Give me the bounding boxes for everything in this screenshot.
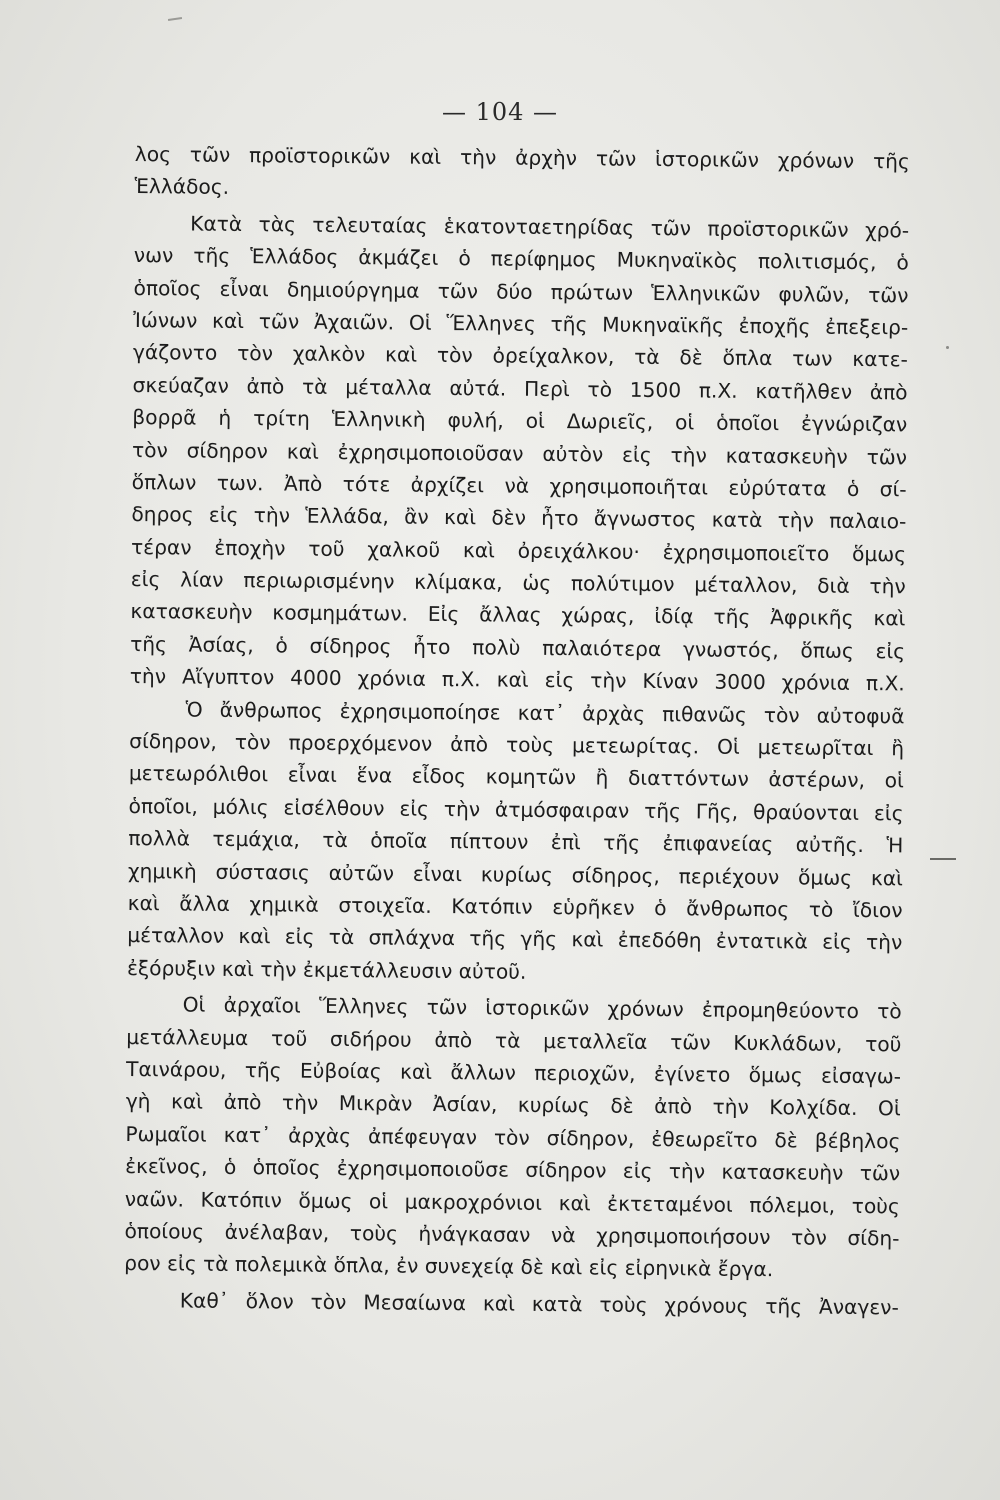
text-line: Ρωμαῖοι κατ᾽ ἀρχὰς ἀπέφευγαν τὸν σίδηρον, ἐθεωρεῖτο δὲ βέβηλος [125,1121,901,1154]
text-line: Οἱ ἀρχαῖοι Ἕλληνες τῶν ἱστορικῶν χρόνων ἐπρομηθεύοντο τὸ [182,992,902,1024]
text-line: Κατὰ τὰς τελευταίας ἑκατονταετηρίδας τῶν προϊστορικῶν χρό- [190,211,910,243]
text-line: ἐκεῖνος, ὁ ὁποῖος ἐχρησιμοποιοῦσε σίδηρον εἰς τὴν κατασκευὴν τῶν [125,1154,901,1186]
text-line: μετεωρόλιθοι εἶναι ἕνα εἶδος κομητῶν ἢ διαττόντων ἀστέρων, οἱ [128,761,904,793]
text-line: πολλὰ τεμάχια, τὰ ὁποῖα πίπτουν ἐπὶ τῆς ἐπιφανείας αὐτῆς. Ἡ [128,826,904,858]
text-line: τὴν Αἴγυπτον 4000 χρόνια π.Χ. καὶ εἰς τὴν Κίναν 3000 χρόνια π.Χ. [129,664,905,696]
text-line: Ὁ ἄνθρωπος ἐχρησιμοποίησε κατ᾽ ἀρχὰς πιθανῶς τὸν αὐτοφυᾶ [185,697,905,729]
text-line: τὸν σίδηρον καὶ ἐχρησιμοποιοῦσαν αὐτὸν εἰς τὴν κατασκευὴν τῶν [131,437,908,469]
text-line: ὁποῖοι, μόλις εἰσέλθουν εἰς τὴν ἀτμόσφαιραν τῆς Γῆς, θραύονται εἰς [128,793,904,826]
text-line: κατασκευὴν κοσμημάτων. Εἰς ἄλλας χώρας, ἰδίᾳ τῆς Ἀφρικῆς καὶ [130,599,906,631]
text-line: λος τῶν προϊστορικῶν καὶ τὴν ἀρχὴν τῶν ἱστορικῶν χρόνων τῆς [134,141,910,174]
text-line: Καθ᾽ ὅλον τὸν Μεσαίωνα καὶ κατὰ τοὺς χρόνους τῆς Ἀναγεν- [179,1288,899,1320]
text-line: σκεύαζαν ἀπὸ τὰ μέταλλα αὐτά. Περὶ τὸ 1500 π.Χ. κατῆλθεν ἀπὸ [132,372,908,405]
text-line: ἐξόρυξιν καὶ τὴν ἐκμετάλλευσιν αὐτοῦ. [126,955,527,984]
text-line: ρον εἰς τὰ πολεμικὰ ὅπλα, ἐν συνεχείᾳ δὲ καὶ εἰς εἰρηνικὰ ἔργα. [124,1251,774,1282]
text-line: βορρᾶ ἡ τρίτη Ἑλληνικὴ φυλή, οἱ Δωριεῖς, οἱ ὁποῖοι ἐγνώριζαν [132,405,908,437]
body-text [124,138,910,1323]
text-line: χημικὴ σύστασις αὐτῶν εἶναι κυρίως σίδηρος, περιέχουν ὅμως καὶ [127,858,904,890]
text-line: καὶ ἄλλα χημικὰ στοιχεῖα. Κατόπιν εὑρῆκεν ὁ ἄνθρωπος τὸ ἴδιον [127,890,903,923]
margin-dash [930,858,956,860]
text-line: Ἰώνων καὶ τῶν Ἀχαιῶν. Οἱ Ἕλληνες τῆς Μυκηναϊκῆς ἐποχῆς ἐπεξειρ- [133,307,909,340]
text-line: ὁποῖος εἶναι δημιούργημα τῶν δύο πρώτων Ἑλληνικῶν φυλῶν, τῶν [133,275,909,307]
page-number: — 104 — [441,98,559,126]
text-line: δηρος εἰς τὴν Ἑλλάδα, ἂν καὶ δὲν ἦτο ἄγνωστος κατὰ τὴν παλαιο- [131,502,907,534]
text-line: ὁποίους ἀνέλαβαν, τοὺς ἠνάγκασαν νὰ χρησιμοποιήσουν τὸν σίδη- [124,1218,900,1251]
text-line: Ἑλλάδος. [134,174,230,200]
text-line: γὴ καὶ ἀπὸ τὴν Μικρὰν Ἀσίαν, κυρίως δὲ ἀπὸ τὴν Κολχίδα. Οἱ [125,1089,901,1121]
text-line: γάζοντο τὸν χαλκὸν καὶ τὸν ὀρείχαλκον, τὰ δὲ ὅπλα των κατε- [132,340,909,372]
text-line: μετάλλευμα τοῦ σιδήρου ἀπὸ τὰ μεταλλεῖα τῶν Κυκλάδων, τοῦ [126,1024,902,1056]
text-line: εἰς λίαν περιωρισμένην κλίμακα, ὡς πολύτιμον μέταλλον, διὰ τὴν [130,567,906,599]
text-line: ὅπλων των. Ἀπὸ τότε ἀρχίζει νὰ χρησιμοποιῆται εὐρύτατα ὁ σί- [131,469,907,502]
text-line: ναῶν. Κατόπιν ὅμως οἱ μακροχρόνιοι καὶ ἐκτεταμένοι πόλεμοι, τοὺς [124,1186,900,1218]
text-line: μέταλλον καὶ εἰς τὰ σπλάχνα τῆς γῆς καὶ ἐπεδόθη ἐντατικὰ εἰς τὴν [127,923,903,955]
text-line: νων τῆς Ἑλλάδος ἀκμάζει ὁ περίφημος Μυκηναϊκὸς πολιτισμός, ὁ [133,243,909,275]
margin-dot [946,346,949,349]
text-line: σίδηρον, τὸν προερχόμενον ἀπὸ τοὺς μετεωρίτας. Οἱ μετεωρῖται ἢ [129,729,905,761]
text-line: Ταινάρου, τῆς Εὐβοίας καὶ ἄλλων περιοχῶν, ἐγίνετο ὅμως εἰσαγω- [125,1056,902,1089]
text-line: τέραν ἐποχὴν τοῦ χαλκοῦ καὶ ὀρειχάλκου· ἐχρησιμοποιεῖτο ὅμως [130,534,907,567]
text-line: τῆς Ἀσίας, ὁ σίδηρος ἦτο πολὺ παλαιότερα γνωστός, ὅπως εἰς [130,631,906,664]
corner-mark [168,17,182,21]
